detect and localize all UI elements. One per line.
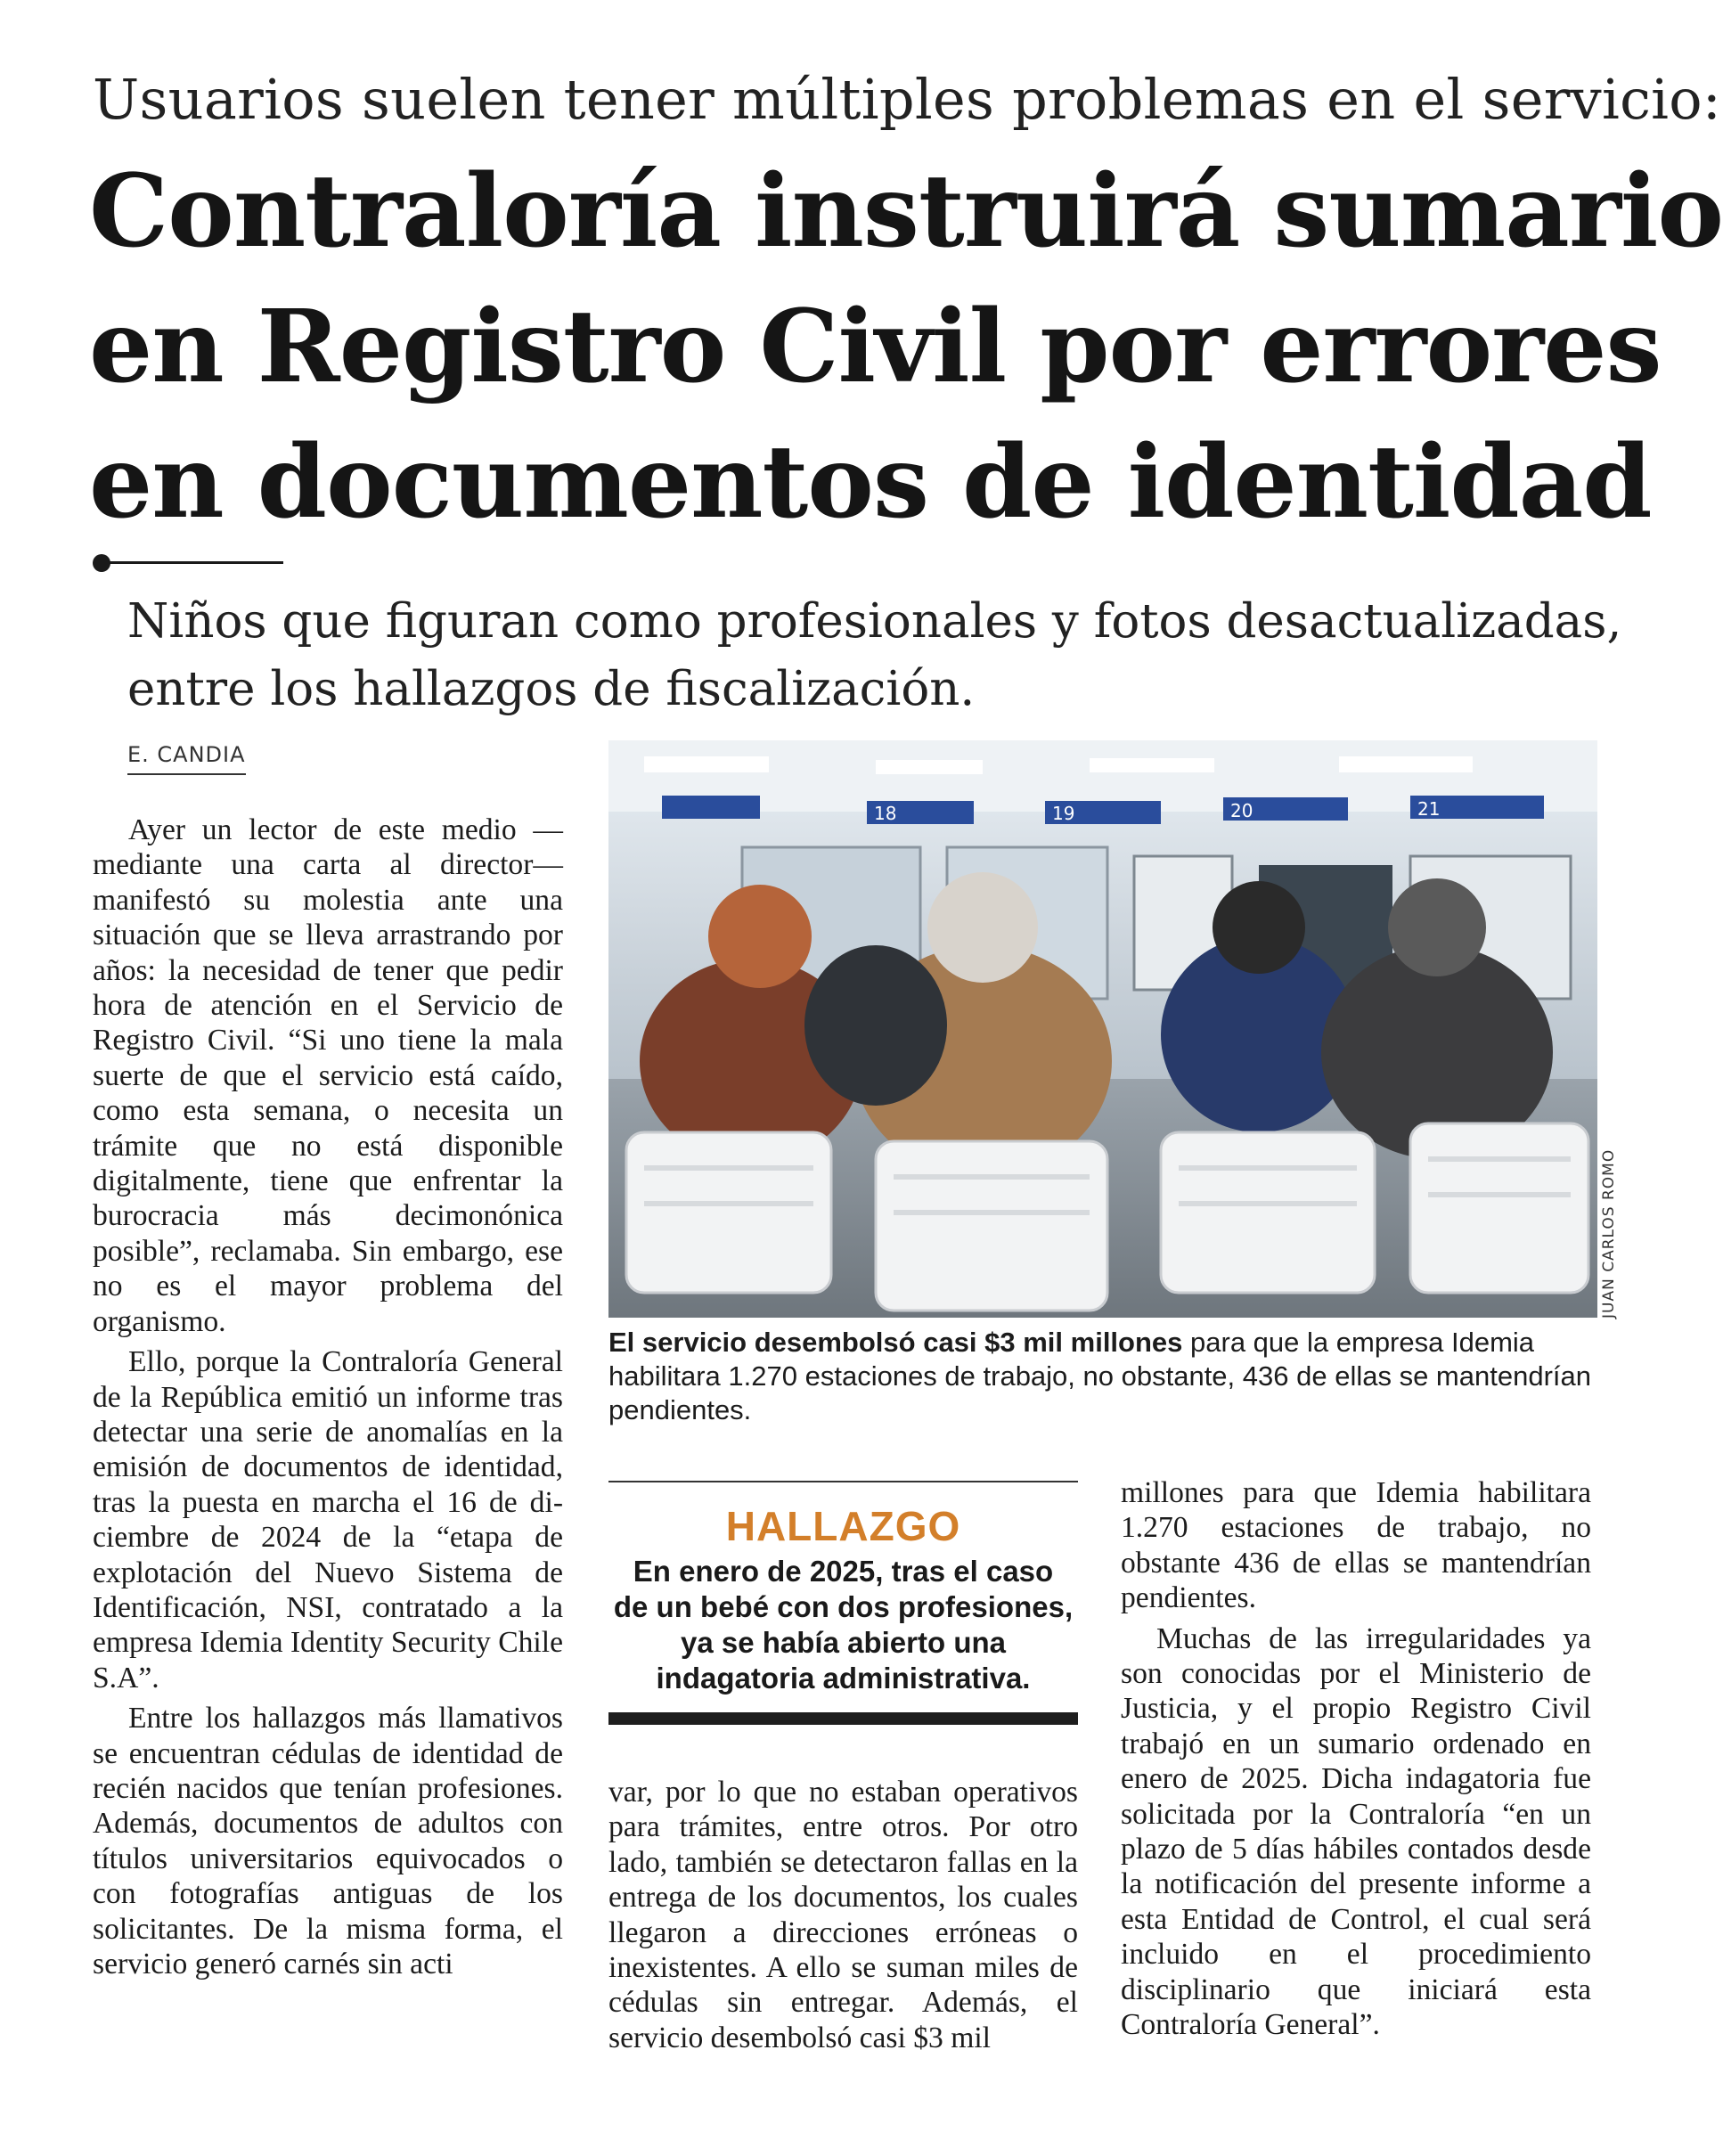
window-number: 19 (1052, 803, 1075, 824)
sidebar-line-2: de un bebé con dos profesiones, (613, 1590, 1074, 1623)
body-column-3 (1121, 1475, 1591, 2043)
deck-line-2: entre los hallazgos de fiscalización. (127, 662, 976, 716)
caption-text: para que la empresa Idemia habilitara 1.270 estaciones de trabajo, no obstante, 436 de ellas se mantendrían pendientes. (608, 1327, 1591, 1425)
sidebar-title: HALLAZGO (725, 1503, 961, 1549)
window-number: 18 (874, 803, 897, 824)
body-column-2 (608, 1775, 1078, 2055)
deck-line-1: Niños que figuran como profesionales y fotos desactualizadas, (127, 594, 1622, 649)
photo-caption (608, 1326, 1597, 1427)
caption-bold: El servicio desembolsó casi $3 mil millones (608, 1327, 1183, 1358)
paragraph: millones para que Idemia habilitara 1.270 estaciones de trabajo, no obstante 436 de ellas se mantendrían pendientes. (1121, 1476, 1591, 1615)
window-sign (662, 796, 760, 819)
window-number: 20 (1230, 800, 1253, 821)
sidebar-line-1: En enero de 2025, tras el caso (633, 1555, 1054, 1588)
article-headline (89, 144, 1723, 551)
paragraph: Ayer un lector de este medio —mediante una carta al director— manifestó su molestia ante una situación que se lleva arrastrando por años: la necesidad de tener que pedir hora de atención en el Servicio de Registro Civil. “Si uno tiene la mala suerte de que el servicio está caído, como esta semana, o necesita un trámite que no está disponible digitalmente, tiene que enfrentar la burocracia más decimonónica posible”, reclamaba. Sin embargo, ese no es el mayor problema del organismo. (93, 813, 563, 1338)
article-photo (608, 740, 1597, 1318)
photo-credit: JUAN CARLOS ROMO (1600, 1148, 1618, 1319)
headline-line-2: en Registro Civil por errores (89, 289, 1662, 405)
headline-line-3: en documentos de identidad (89, 424, 1652, 541)
paragraph: Muchas de las irregularidades ya son conocidas por el Ministerio de Justicia, y el propio Registro Civil trabajó en un sumario ordenado en enero de 2025. Dicha indagatoria fue solicitada por la Contraloría “en un plazo de 5 días hábiles contados desde la notificación del presente informe a esta Entidad de Control, el cual será incluido en el procedimiento disciplinario que iniciará esta Contraloría General”. (1121, 1621, 1591, 2042)
sidebar-rule-bottom (608, 1712, 1078, 1725)
paragraph: var, por lo que no estaban operativos para trámites, entre otros. Por otro lado, también se detectaron fallas en la entrega de los documentos, los cuales llegaron a direcciones erróneas o inexistentes. A ello se suman miles de cédulas sin entregar. Además, el servicio desembolsó casi $3 mil (608, 1776, 1078, 2054)
article-deck (127, 588, 1622, 723)
paragraph: Ello, porque la Contraloría General de la República emitió un informe tras detectar una serie de anomalías en la emisión de documentos de identidad, tras la puesta en marcha el 16 de diciembre de 2024 de la “etapa de explotación del Nuevo Sistema de Identificación, NSI, contratado a la empresa Idemia Identity Security Chile S.A”. (93, 1345, 563, 1695)
article-kicker: Usuarios suelen tener múltiples problemas en el servicio: (93, 67, 1722, 132)
window-number: 21 (1417, 798, 1441, 820)
sidebar-line-3: ya se había abierto una (681, 1626, 1006, 1659)
sidebar-text (608, 1554, 1078, 1696)
sidebar-rule-top (608, 1481, 1078, 1482)
byline: E. CANDIA (127, 741, 246, 775)
divider (109, 561, 283, 564)
sidebar-line-4: indagatoria administrativa. (656, 1662, 1031, 1695)
body-column-1 (93, 813, 563, 1981)
bullet-dot-icon (93, 554, 110, 572)
paragraph: Entre los hallazgos más llamativos se encuentran cédulas de identidad de recién nacidos que tenían profesiones. Además, documentos de adultos con títulos universitarios equivocados o con fotografías antiguas de los solicitantes. De la misma forma, el servicio generó carnés sin acti (93, 1702, 563, 1980)
waiting-room-illustration (608, 740, 1597, 1318)
headline-line-1: Contraloría instruirá sumario (89, 153, 1723, 270)
